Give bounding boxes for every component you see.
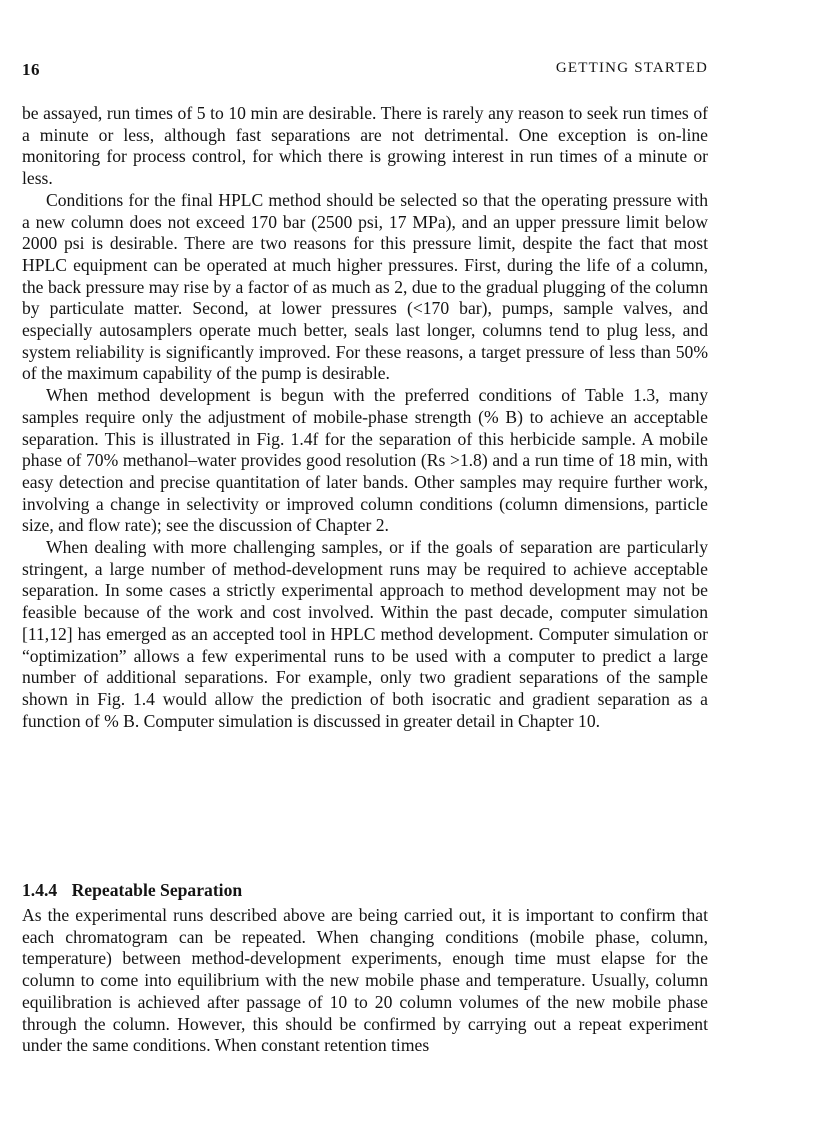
body-text xyxy=(22,103,708,732)
chapter-title: GETTING STARTED xyxy=(555,60,708,76)
section-title: Repeatable Separation xyxy=(71,880,243,900)
page-number: 16 xyxy=(22,60,40,79)
paragraph-pressure: Conditions for the final HPLC method should be selected so that the operating pressure with a new column does not exceed 170 bar (2500 psi, 17 MPa), and an upper pressure limit below 2000 psi is desirable. There are two reasons for this pressure limit, despite the fact that most HPLC equipment can be operated at much higher pressures. First, during the life of a column, the back pressure may rise by a factor of as much as 2, due to the gradual plugging of the column by particulate matter. Second, at lower pressures (<170 bar), pumps, sample valves, and especially autosamplers operate much better, seals last longer, columns tend to plug less, and system reliability is significantly improved. For these reasons, a target pressure of less than 50% of the maximum capability of the pump is desirable. xyxy=(22,189,708,384)
paragraph-method-development: When method development is begun with the preferred conditions of Table 1.3, many samples require only the adjustment of mobile-phase strength (% B) to achieve an acceptable separation. This is illustrated in Fig. 1.4f for the separation of this herbicide sample. A mobile phase of 70% methanol–water provides good resolution (Rs >1.8) and a run time of 18 min, with easy detection and precise quantitation of later bands. Other samples may require further work, involving a change in selectivity or improved column conditions (column dimensions, particle size, and flow rate); see the discussion of Chapter 2. xyxy=(22,385,708,536)
section-number: 1.4.4 xyxy=(22,880,58,900)
section-heading xyxy=(22,879,708,901)
paragraph-repeatable-separation: As the experimental runs described above are being carried out, it is important to confirm that each chromatogram can be repeated. When changing conditions (mobile phase, column, temperature) between method-development experiments, enough time must elapse for the column to come into equilibrium with the new mobile phase and temperature. Usually, column equilibration is achieved after passage of 10 to 20 column volumes of the new mobile phase through the column. However, this should be confirmed by carrying out a repeat experiment under the same conditions. When constant retention times xyxy=(22,905,708,1056)
running-header xyxy=(22,60,708,84)
paragraph-computer-simulation: When dealing with more challenging samples, or if the goals of separation are particularly stringent, a large number of method-development runs may be required to achieve acceptable separation. In some cases a strictly experimental approach to method development may not be feasible because of the work and cost involved. Within the past decade, computer simulation [11,12] has emerged as an accepted tool in HPLC method development. Computer simulation or “optimization” allows a few experimental runs to be used with a computer to predict a large number of additional separations. For example, only two gradient separations of the sample shown in Fig. 1.4 would allow the prediction of both isocratic and gradient separation as a function of % B. Computer simulation is discussed in greater detail in Chapter 10. xyxy=(22,537,708,731)
section-body xyxy=(22,905,708,1057)
paragraph-run-times: be assayed, run times of 5 to 10 min are desirable. There is rarely any reason to seek run times of a minute or less, although fast separations are not detrimental. One exception is on-line monitoring for process control, for which there is growing interest in run times of a minute or less. xyxy=(22,103,708,189)
